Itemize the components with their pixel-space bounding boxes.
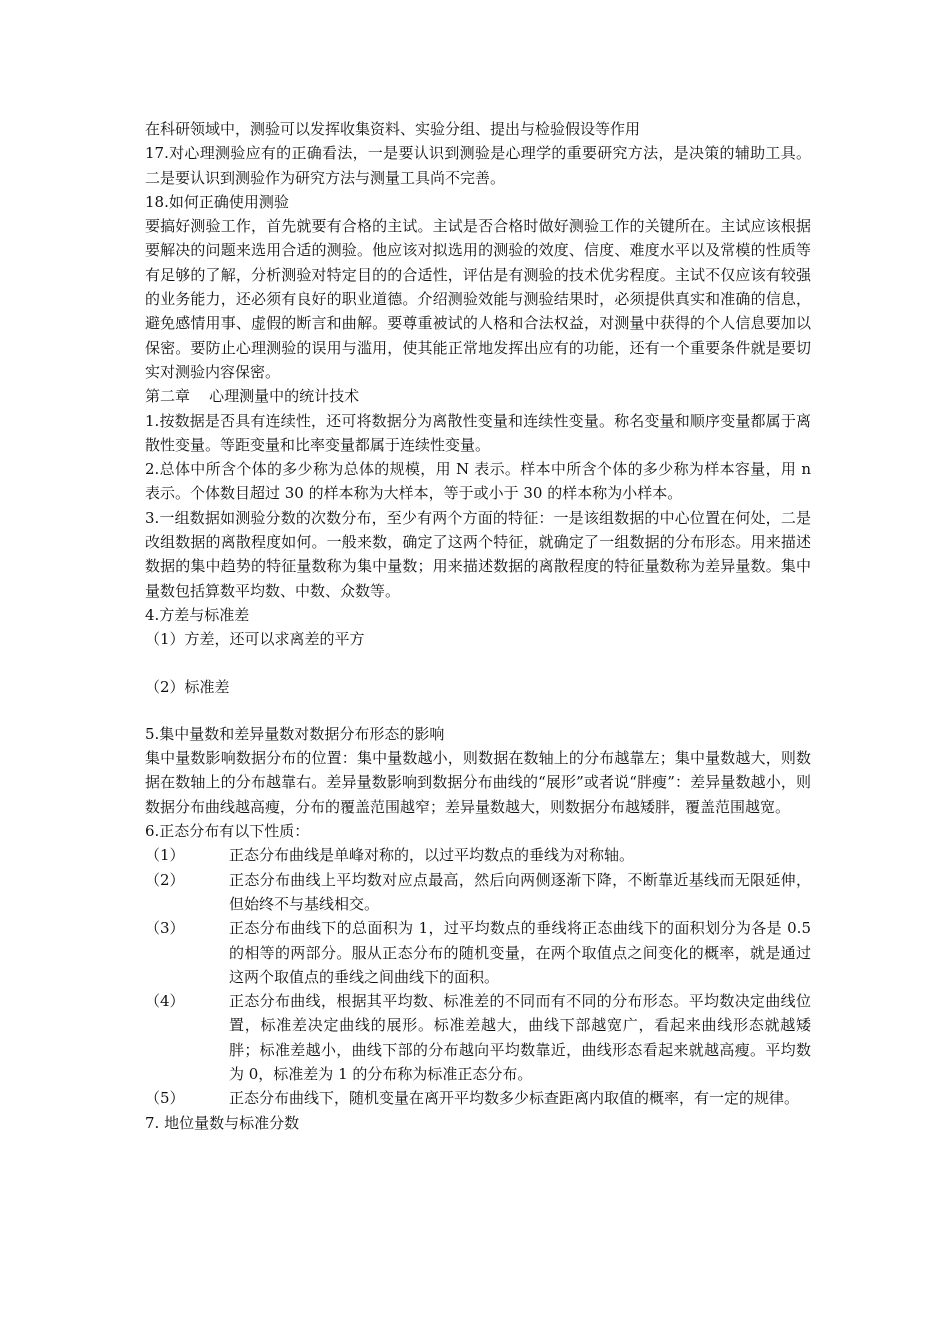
item-6-heading: 6.正态分布有以下性质： [145, 822, 310, 841]
list-text: 正态分布曲线，根据其平均数、标准差的不同而有不同的分布形态。平均数决定曲线位置，标准差决定曲线的展形。标准差越大，曲线下部越宽广，看起来曲线形态就越矮胖；标准差越小，曲线下部的分布越向平均数靠近，曲线形态看起来就越高瘦。平均数为 0，标准差为 1 的分布称为标准正态分布。 [229, 992, 811, 1083]
variance-subitem: （1）方差，还可以求离差的平方 [145, 630, 365, 649]
normal-property-item [145, 916, 811, 989]
item-1-paragraph: 1.按数据是否具有连续性，还可将数据分为离散性变量和连续性变量。称名变量和顺序变量都属于离散性变量。等距变量和比率变量都属于连续性变量。 [145, 411, 811, 454]
list-text: 正态分布曲线下，随机变量在离开平均数多少标查距离内取值的概率，有一定的规律。 [229, 1089, 800, 1108]
section-18-paragraph: 要搞好测验工作，首先就要有合格的主试。主试是否合格时做好测验工作的关键所在。主试应该根据要解决的问题来选用合适的测验。他应该对拟选用的测验的效度、信度、难度水平以及常模的性质等有足够的了解，分析测验对特定目的的合适性，评估是有测验的技术优劣程度。主试不仅应该有较强的业务能力，还必须有良好的职业道德。介绍测验效能与测验结果时，必须提供真实和准确的信息，避免感情用事、虚假的断言和曲解。要尊重被试的人格和合法权益，对测量中获得的个人信息要加以保密。要防止心理测验的误用与滥用，使其能正常地发挥出应有的功能，还有一个重要条件就是要切实对测验内容保密。 [145, 217, 811, 381]
list-number: （3） [145, 919, 185, 938]
item-4-heading: 4.方差与标准差 [145, 605, 250, 624]
section-17-paragraph: 17.对心理测验应有的正确看法，一是要认识到测验是心理学的重要研究方法，是决策的辅助工具。二是要认识到测验作为研究方法与测量工具尚不完善。 [145, 144, 811, 187]
section-18-heading: 18.如何正确使用测验 [145, 192, 289, 211]
item-7-heading: 7. 地位量数与标准分数 [145, 1113, 300, 1132]
formula-gap [145, 699, 811, 722]
chapter-2-heading: 第二章 心理测量中的统计技术 [145, 387, 360, 406]
normal-property-item [145, 843, 811, 867]
formula-gap [145, 652, 811, 675]
list-number: （2） [145, 870, 185, 889]
item-5-paragraph: 集中量数影响数据分布的位置：集中量数越小，则数据在数轴上的分布越靠左；集中量数越大，则数据在数轴上的分布越靠右。差异量数影响到数据分布曲线的“展形”或者说“胖瘦”：差异量数越小，则数据分布曲线越高瘦，分布的覆盖范围越窄；差异量数越大，则数据分布越矮胖，覆盖范围越宽。 [145, 749, 811, 816]
list-text: 正态分布曲线是单峰对称的，以过平均数点的垂线为对称轴。 [229, 846, 635, 865]
list-number: （5） [145, 1089, 185, 1108]
item-2-paragraph: 2.总体中所含个体的多少称为总体的规模，用 N 表示。样本中所含个体的多少称为样本容量，用 n 表示。个体数目超过 30 的样本称为大样本，等于或小于 30 的样本称为小样本。 [145, 460, 811, 503]
normal-property-item [145, 989, 811, 1086]
std-dev-subitem: （2）标准差 [145, 677, 230, 696]
normal-property-item [145, 868, 811, 917]
document-page [145, 117, 811, 1135]
intro-paragraph: 在科研领域中，测验可以发挥收集资料、实验分组、提出与检验假设等作用 [145, 120, 641, 138]
list-text: 正态分布曲线下的总面积为 1，过平均数点的垂线将正态曲线下的面积划分为各是 0.5 的相等的两部分。服从正态分布的随机变量，在两个取值点之间变化的概率，就是通过这两个取值点的垂线之间曲线下的面积。 [229, 919, 811, 986]
item-3-paragraph: 3.一组数据如测验分数的次数分布，至少有两个方面的特征：一是该组数据的中心位置在何处，二是改组数据的离散程度如何。一般来数，确定了这两个特征，就确定了一组数据的分布形态。用来描述数据的集中趋势的特征量数称为集中量数；用来描述数据的离散程度的特征量数称为差异量数。集中量数包括算数平均数、中数、众数等。 [145, 508, 811, 600]
list-text: 正态分布曲线上平均数对应点最高，然后向两侧逐渐下降，不断靠近基线而无限延伸，但始终不与基线相交。 [229, 870, 811, 913]
item-5-heading: 5.集中量数和差异量数对数据分布形态的影响 [145, 724, 445, 743]
normal-property-item [145, 1086, 811, 1110]
list-number: （4） [145, 992, 185, 1011]
list-number: （1） [145, 846, 185, 865]
